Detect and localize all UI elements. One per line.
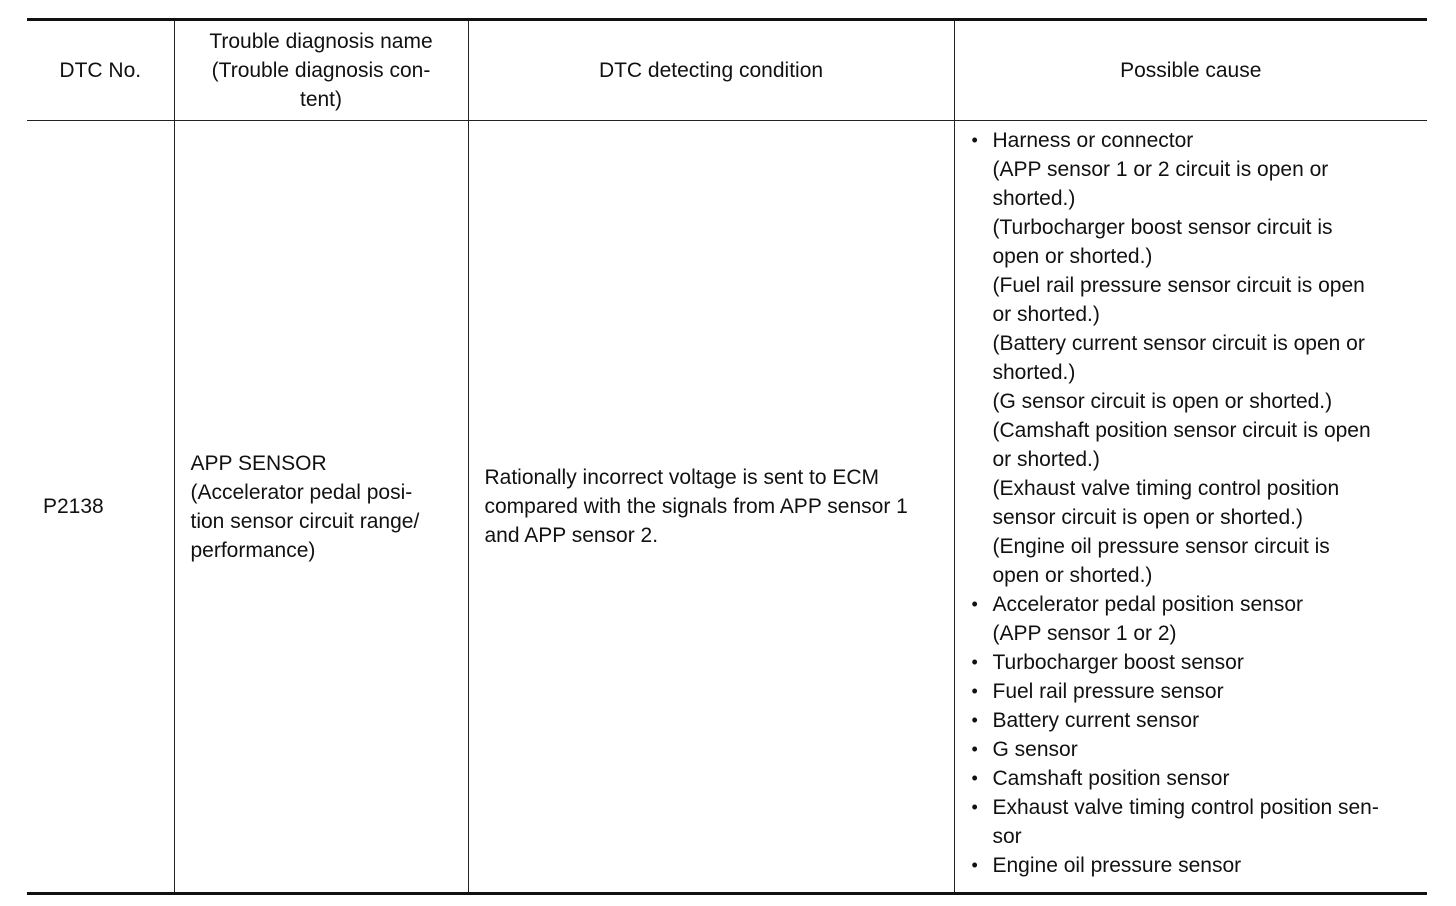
cause-detail: (Exhaust valve timing control position xyxy=(992,477,1340,500)
bullet-icon: • xyxy=(971,855,978,875)
cause-detail: (Turbocharger boost sensor circuit is xyxy=(992,216,1333,239)
cause-detail: open or shorted.) xyxy=(992,564,1153,587)
trouble-name-line: performance) xyxy=(190,538,316,562)
cause-item xyxy=(971,851,1428,880)
dtc-table xyxy=(27,18,1427,895)
trouble-name-line: (Accelerator pedal posi- xyxy=(190,480,413,504)
cause-item xyxy=(971,126,1428,590)
cause-detail: or shorted.) xyxy=(992,303,1100,326)
cause-item xyxy=(971,706,1428,735)
header-trouble-diagnosis-name-text: Trouble diagnosis name (Trouble diagnosis con- tent) xyxy=(209,30,433,111)
bullet-icon: • xyxy=(971,710,978,730)
bullet-icon: • xyxy=(971,797,978,817)
cause-label: Camshaft position sensor xyxy=(992,767,1230,790)
trouble-name-line: APP SENSOR xyxy=(190,451,327,475)
cause-detail: open or shorted.) xyxy=(992,245,1153,268)
table-body xyxy=(27,121,1427,894)
cause-label: Turbocharger boost sensor xyxy=(992,651,1244,674)
cause-detail: (Engine oil pressure sensor circuit is xyxy=(992,535,1330,558)
possible-cause-list xyxy=(955,126,1428,880)
dtc-code: P2138 xyxy=(27,121,174,894)
cause-item xyxy=(971,735,1428,764)
cause-item xyxy=(971,590,1428,648)
trouble-name-line: tion sensor circuit range/ xyxy=(190,509,420,533)
cause-detail: sor xyxy=(992,825,1022,848)
cause-item xyxy=(971,677,1428,706)
table-header xyxy=(27,20,1427,121)
cause-label: Exhaust valve timing control position sen- xyxy=(992,796,1379,819)
cause-label: Battery current sensor xyxy=(992,709,1200,732)
bullet-icon: • xyxy=(971,652,978,672)
header-possible-cause: Possible cause xyxy=(954,20,1427,121)
bullet-icon: • xyxy=(971,130,978,150)
bullet-icon: • xyxy=(971,739,978,759)
cause-label: Engine oil pressure sensor xyxy=(992,854,1242,877)
cause-detail: shorted.) xyxy=(992,187,1076,210)
header-detecting-condition: DTC detecting condition xyxy=(468,20,954,121)
cause-detail: (Battery current sensor circuit is open or xyxy=(992,332,1365,355)
cause-item xyxy=(971,793,1428,851)
cause-label: Accelerator pedal position sensor xyxy=(992,593,1304,616)
bullet-icon: • xyxy=(971,681,978,701)
cause-detail: (G sensor circuit is open or shorted.) xyxy=(992,390,1333,413)
cause-item xyxy=(971,648,1428,677)
cause-detail: (Camshaft position sensor circuit is open xyxy=(992,419,1371,442)
table-row xyxy=(27,121,1427,894)
cause-label: G sensor xyxy=(992,738,1078,761)
possible-cause-cell xyxy=(954,121,1427,894)
header-trouble-diagnosis-name xyxy=(174,20,468,121)
cause-detail: sensor circuit is open or shorted.) xyxy=(992,506,1303,529)
cause-detail: (APP sensor 1 or 2) xyxy=(992,622,1177,645)
cause-detail: (Fuel rail pressure sensor circuit is open xyxy=(992,274,1365,297)
detecting-condition: Rationally incorrect voltage is sent to ECM compared with the signals from APP sensor 1 and APP sensor 2. xyxy=(468,121,954,894)
cause-item xyxy=(971,764,1428,793)
cause-detail: or shorted.) xyxy=(992,448,1100,471)
cause-label: Harness or connector xyxy=(992,129,1194,152)
bullet-icon: • xyxy=(971,768,978,788)
cause-detail: (APP sensor 1 or 2 circuit is open or xyxy=(992,158,1329,181)
cause-label: Fuel rail pressure sensor xyxy=(992,680,1224,703)
trouble-diagnosis-name xyxy=(174,121,468,894)
header-row xyxy=(27,20,1427,121)
cause-detail: shorted.) xyxy=(992,361,1076,384)
header-dtc-no: DTC No. xyxy=(27,20,174,121)
bullet-icon: • xyxy=(971,594,978,614)
